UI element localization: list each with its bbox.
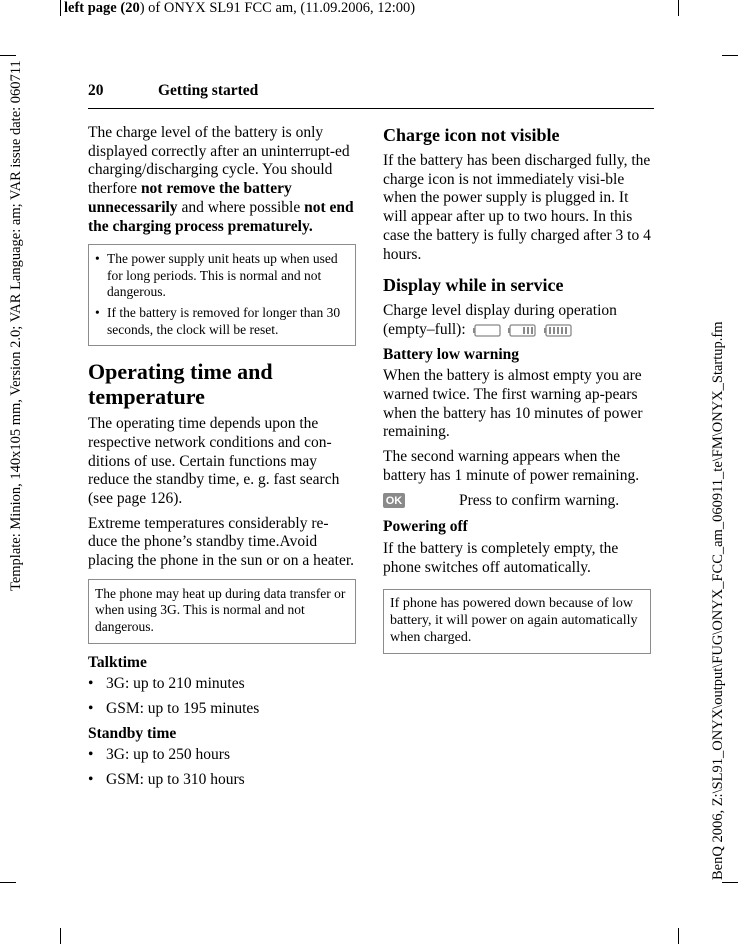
template-info: Template: Minion, 140x105 mm, Version 2.0; VAR Language: am; VAR issue date: 060711 <box>8 60 24 591</box>
ok-instruction-text: Press to confirm warning. <box>459 491 620 509</box>
charge-icon-title: Charge icon not visible <box>383 125 560 145</box>
list-item: • GSM: up to 310 hours <box>88 771 356 790</box>
charge-icon-paragraph: If the battery has been discharged fully, the charge icon is not immediately visi-ble when the power supply is plugged in. It will appear after up to two hours. In this case the battery is fully charged after 3 to 4 hours. <box>383 152 651 263</box>
ok-key-icon: OK <box>383 493 405 508</box>
crop-mark <box>678 0 679 16</box>
note-box-power-on: If phone has powered down because of low battery, it will power on again automatically when charged. <box>383 589 651 654</box>
page-number: 20 <box>88 82 104 99</box>
display-service-paragraph: Charge level display during operation (empty–full): <box>383 302 617 338</box>
battery-low-title: Battery low warning <box>383 345 520 363</box>
header-rule <box>88 108 654 109</box>
note-item: • If the battery is removed for longer than 30 seconds, the clock will be reset. <box>95 305 349 338</box>
ok-instruction <box>383 492 651 511</box>
crop-mark <box>722 882 738 883</box>
battery-empty-icon <box>473 324 502 337</box>
crop-mark <box>678 928 679 944</box>
crop-mark <box>0 55 16 56</box>
note-box-power-supply <box>88 244 356 346</box>
print-info-line: left page (20) of ONYX SL91 FCC am, (11.09.2006, 12:00) <box>64 0 416 16</box>
standby-list <box>88 746 356 789</box>
battery-half-icon <box>508 324 537 337</box>
crop-mark <box>60 928 61 944</box>
powering-off-title: Powering off <box>383 518 468 536</box>
crop-mark <box>722 55 738 56</box>
intro-paragraph: The charge level of the battery is only displayed correctly after an uninterrupt-ed charging/discharging cycle. You should therfore not remove the battery unnecessarily and where possible not end the charging process prematurely. <box>88 124 354 235</box>
section-header: Getting started <box>158 82 259 99</box>
paragraph-temperatures: Extreme temperatures considerably re-duce the phone’s standby time.Avoid placing the phone in the sun or on a heater. <box>88 514 355 570</box>
note-item: • The power supply unit heats up when used for long periods. This is normal and not dangerous. <box>95 251 349 301</box>
section-title-operating-time: Operating time and temperature <box>88 359 273 409</box>
list-item: • GSM: up to 195 minutes <box>88 700 356 719</box>
standby-title: Standby time <box>88 724 177 742</box>
crop-mark <box>0 882 16 883</box>
list-item: • 3G: up to 210 minutes <box>88 675 356 694</box>
display-service-title: Display while in service <box>383 275 564 296</box>
right-column <box>383 124 651 664</box>
powering-off-paragraph: If the battery is completely empty, the phone switches off automatically. <box>383 539 619 576</box>
note-box-heat: The phone may heat up during data transfer or when using 3G. This is normal and not dangerous. <box>88 579 356 644</box>
battery-low-paragraph-1: When the battery is almost empty you are warned twice. The first warning ap-pears when the battery has 10 minutes of power remaining. <box>383 367 643 441</box>
list-item: • 3G: up to 250 hours <box>88 746 356 765</box>
file-path-info: BenQ 2006, Z:\SL91_ONYX\output\FUG\ONYX_FCC_am_060911_te\FM\ONYX_Startup.fm <box>710 321 726 880</box>
battery-low-paragraph-2: The second warning appears when the battery has 1 minute of power remaining. <box>383 448 640 484</box>
crop-mark <box>60 0 61 16</box>
battery-full-icon <box>544 324 573 337</box>
talktime-title: Talktime <box>88 653 147 671</box>
left-column <box>88 124 356 796</box>
talktime-list <box>88 675 356 718</box>
paragraph-operating-time: The operating time depends upon the respective network conditions and con-ditions of use. Certain functions may reduce the standby time, e. g. fast search (see page 126). <box>88 415 340 507</box>
